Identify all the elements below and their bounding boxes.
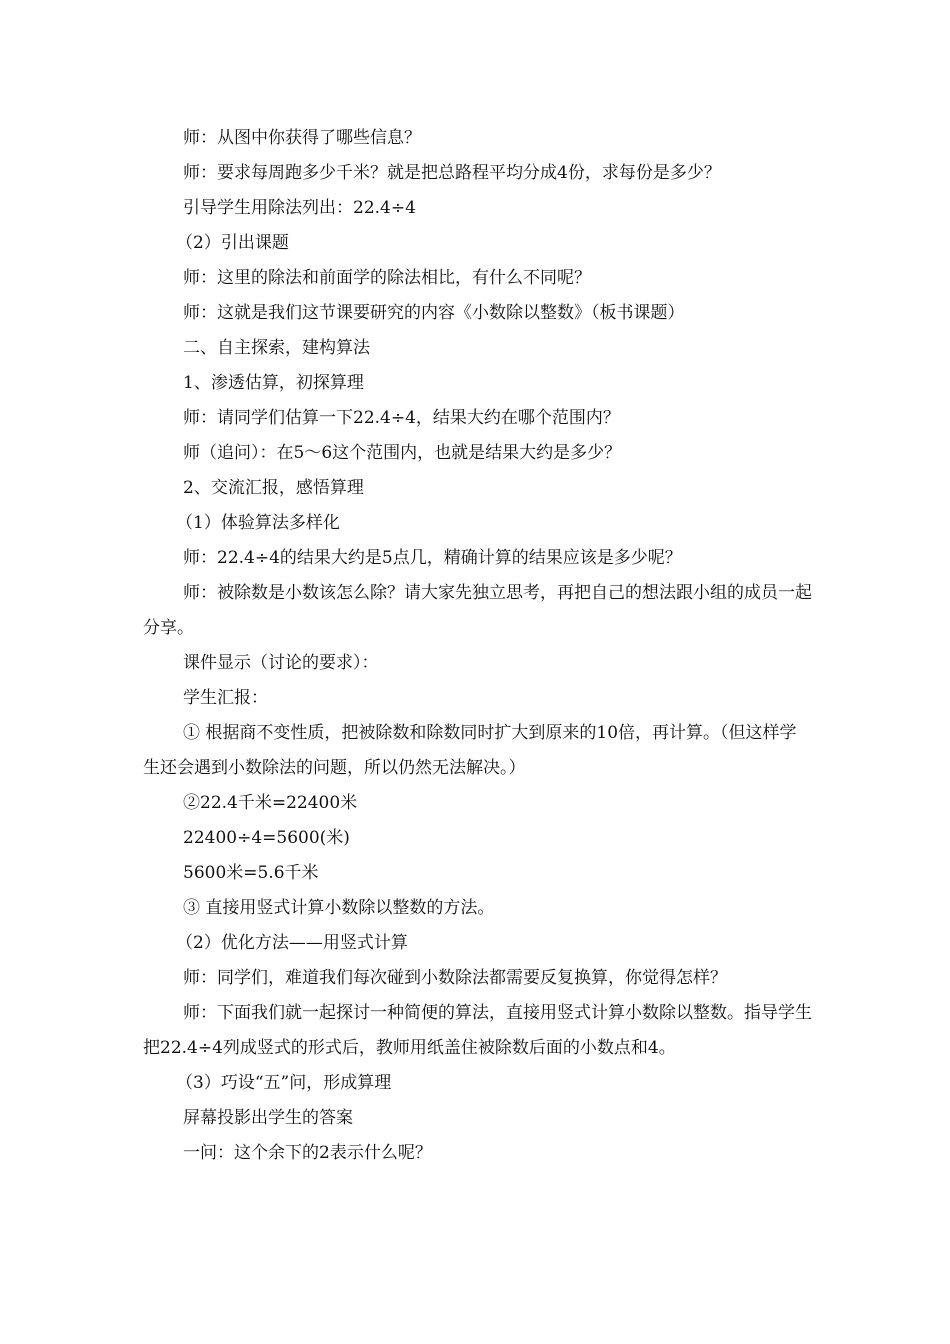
paragraph: 师：请同学们估算一下22.4÷4，结果大约在哪个范围内？ [183,408,620,428]
paragraph: 学生汇报： [183,688,268,708]
paragraph: 师：这里的除法和前面学的除法相比，有什么不同呢？ [183,268,591,288]
paragraph: ① 根据商不变性质，把被除数和除数同时扩大到原来的10倍，再计算。（但这样学生还会遇到小数除法的问题，所以仍然无法解决。） [143,723,797,778]
paragraph: 师：下面我们就一起探讨一种简便的算法，直接用竖式计算小数除以整数。指导学生把22.4÷4列成竖式的形式后，教师用纸盖住被除数后面的小数点和4。 [143,1003,812,1058]
section-heading: （2）优化方法——用竖式计算 [176,933,408,953]
section-heading: 1、渗透估算，初探算理 [183,373,364,393]
paragraph: 师：同学们，难道我们每次碰到小数除法都需要反复换算，你觉得怎样？ [183,968,727,988]
section-heading: （2）引出课题 [176,233,289,253]
paragraph: ②22.4千米=22400米 [183,793,358,813]
paragraph: 5600米=5.6千米 [183,863,319,883]
paragraph: 师：从图中你获得了哪些信息？ [183,128,421,148]
document-body [143,121,813,1171]
paragraph: 师：22.4÷4的结果大约是5点几，精确计算的结果应该是多少呢？ [183,548,682,568]
paragraph: 师：被除数是小数该怎么除？请大家先独立思考，再把自己的想法跟小组的成员一起分享。 [143,583,812,638]
paragraph: 师（追问）：在5～6这个范围内，也就是结果大约是多少？ [183,443,622,463]
section-heading: （1）体验算法多样化 [176,513,340,533]
paragraph: 课件显示（讨论的要求）： [183,653,379,673]
paragraph: 22400÷4=5600(米) [183,828,350,848]
paragraph: 师：这就是我们这节课要研究的内容《小数除以整数》（板书课题） [183,303,685,323]
paragraph: 引导学生用除法列出：22.4÷4 [183,198,416,218]
section-heading: 2、交流汇报，感悟算理 [183,478,364,498]
section-heading: （3）巧设“五”问，形成算理 [176,1073,392,1093]
paragraph: 师：要求每周跑多少千米？就是把总路程平均分成4份，求每份是多少？ [183,163,721,183]
paragraph: 屏幕投影出学生的答案 [183,1108,353,1128]
section-heading: 二、自主探索，建构算法 [183,338,370,358]
paragraph: ③ 直接用竖式计算小数除以整数的方法。 [183,898,495,918]
paragraph: 一问：这个余下的2表示什么呢？ [183,1143,432,1163]
